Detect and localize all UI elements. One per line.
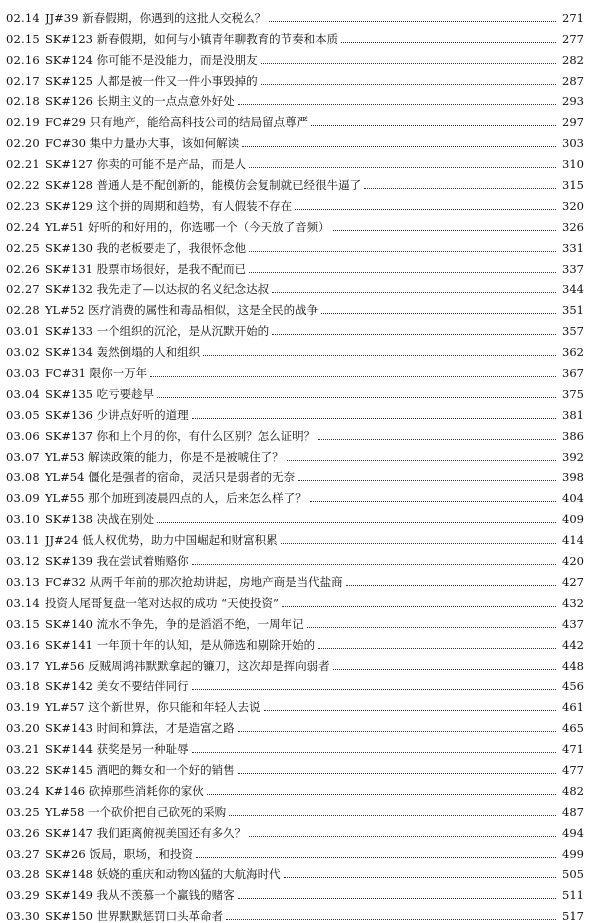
dot-leader	[192, 418, 556, 419]
dot-leader	[196, 857, 556, 858]
toc-entry[interactable]	[6, 171, 584, 192]
toc-entry[interactable]	[6, 652, 584, 673]
entry-title: SK#140 流水不争先，争的是滔滔不绝，一周年记	[44, 616, 304, 631]
toc-entry[interactable]	[6, 380, 584, 401]
entry-title: SK#148 妖娆的重庆和动物凶猛的大航海时代	[44, 867, 281, 882]
entry-date: 03.19	[6, 700, 40, 715]
entry-date: 03.29	[6, 888, 40, 903]
entry-date: 02.16	[6, 52, 40, 67]
entry-title: SK#125 人都是被一件又一件小事毁掉的	[44, 73, 258, 88]
entry-date: 03.21	[6, 742, 40, 757]
toc-entry[interactable]	[6, 25, 584, 46]
entry-page-number: 487	[562, 804, 584, 819]
entry-date: 03.11	[6, 533, 40, 548]
entry-date: 03.27	[6, 846, 40, 861]
entry-page-number: 344	[562, 282, 584, 297]
entry-page-number: 494	[562, 825, 584, 840]
dot-leader	[157, 397, 556, 398]
entry-page-number: 432	[562, 595, 584, 610]
dot-leader	[282, 606, 556, 607]
entry-title: SK#129 这个拼的周期和趋势，有人假装不存在	[44, 198, 293, 213]
toc-entry[interactable]	[6, 568, 584, 589]
toc-entry[interactable]	[6, 213, 584, 234]
entry-date: 03.16	[6, 637, 40, 652]
dot-leader	[341, 42, 556, 43]
entry-date: 03.15	[6, 616, 40, 631]
dot-leader	[333, 230, 556, 231]
dot-leader	[261, 84, 556, 85]
entry-title: YL#52 医疗消费的属性和毒品相似，这是全民的战争	[44, 303, 319, 318]
entry-date: 03.08	[6, 470, 40, 485]
entry-date: 03.06	[6, 428, 40, 443]
toc-entry[interactable]	[6, 234, 584, 255]
entry-date: 03.07	[6, 449, 40, 464]
entry-date: 03.09	[6, 491, 40, 506]
dot-leader	[261, 63, 556, 64]
entry-title: SK#144 获奖是另一种耻辱	[44, 742, 189, 757]
entry-date: 03.05	[6, 407, 40, 422]
dot-leader	[192, 752, 556, 753]
entry-title: SK#145 酒吧的舞女和一个好的销售	[44, 762, 235, 777]
entry-page-number: 331	[562, 240, 584, 255]
entry-date: 02.22	[6, 178, 40, 193]
entry-date: 02.25	[6, 240, 40, 255]
entry-title: SK#124 你可能不是没能力，而是没朋友	[44, 52, 258, 67]
entry-date: 02.26	[6, 261, 40, 276]
dot-leader	[249, 167, 556, 168]
entry-title: SK#139 我在尝试着贿赂你	[44, 554, 189, 569]
table-of-contents	[6, 4, 584, 923]
dot-leader	[229, 815, 556, 816]
entry-page-number: 427	[562, 574, 584, 589]
entry-date: 03.13	[6, 574, 40, 589]
dot-leader	[226, 919, 556, 920]
entry-page-number: 381	[562, 407, 584, 422]
dot-leader	[207, 794, 556, 795]
entry-page-number: 310	[562, 157, 584, 172]
toc-entry[interactable]	[6, 296, 584, 317]
entry-title: YL#55 那个加班到凌晨四点的人，后来怎么样了？	[44, 491, 307, 506]
entry-title: SK#127 你卖的可能不是产品，而是人	[44, 157, 247, 172]
toc-entry[interactable]	[6, 443, 584, 464]
entry-page-number: 414	[562, 533, 584, 548]
entry-title: SK#136 少讲点好听的道理	[44, 407, 189, 422]
entry-title: YL#51 好听的和好用的，你选哪一个（今天放了音频）	[44, 219, 330, 234]
entry-title: SK#128 普通人是不配创新的，能模仿会复制就已经很牛逼了	[44, 178, 362, 193]
entry-title: SK#123 新春假期，如何与小镇青年聊教育的节奏和本质	[44, 31, 339, 46]
toc-entry[interactable]	[6, 192, 584, 213]
entry-title: SK#147 我们距离俯视美国还有多久？	[44, 825, 247, 840]
entry-title: YL#56 反贼周鸿祎默默拿起的镰刀，这次却是挥向弱者	[44, 658, 330, 673]
dot-leader	[333, 669, 556, 670]
entry-title: JJ#24 低人权优势，助力中国崛起和财富积累	[44, 533, 278, 548]
dot-leader	[238, 104, 556, 105]
dot-leader	[307, 627, 556, 628]
entry-date: 02.17	[6, 73, 40, 88]
dot-leader	[321, 313, 556, 314]
toc-entry[interactable]	[6, 505, 584, 526]
dot-leader	[192, 564, 556, 565]
entry-title: FC#30 集中力量办大事，该如何解读	[44, 136, 240, 151]
entry-page-number: 297	[562, 115, 584, 130]
dot-leader	[249, 272, 556, 273]
entry-date: 02.15	[6, 31, 40, 46]
entry-page-number: 293	[562, 94, 584, 109]
entry-page-number: 442	[562, 637, 584, 652]
entry-page-number: 271	[562, 10, 584, 25]
entry-date: 03.17	[6, 658, 40, 673]
dot-leader	[238, 898, 556, 899]
entry-title: YL#53 解读政策的能力，你是不是被唬住了？	[44, 449, 284, 464]
entry-page-number: 482	[562, 783, 584, 798]
entry-date: 03.02	[6, 345, 40, 360]
entry-page-number: 517	[562, 909, 584, 923]
toc-entry[interactable]	[6, 317, 584, 338]
entry-title: SK#133 一个组织的沉沦，是从沉默开始的	[44, 324, 270, 339]
entry-title: SK#134 轰然倒塌的人和组织	[44, 345, 201, 360]
dot-leader	[269, 21, 556, 22]
dot-leader	[284, 877, 556, 878]
entry-date: 03.22	[6, 762, 40, 777]
entry-date: 03.26	[6, 825, 40, 840]
toc-entry[interactable]	[6, 46, 584, 67]
entry-title: FC#32 从两千年前的那次抢劫讲起，房地产商是当代盐商	[44, 574, 343, 589]
entry-title: SK#126 长期主义的一点点意外好处	[44, 94, 235, 109]
entry-page-number: 282	[562, 52, 584, 67]
toc-entry[interactable]	[6, 610, 584, 631]
entry-title: SK#141 一年顶十年的认知，是从筛选和剔除开始的	[44, 637, 316, 652]
entry-title: SK#132 我先走了—以达叔的名义纪念达叔	[44, 282, 270, 297]
entry-page-number: 315	[562, 178, 584, 193]
entry-page-number: 362	[562, 345, 584, 360]
toc-entry[interactable]	[6, 401, 584, 422]
dot-leader	[310, 501, 556, 502]
entry-date: 02.19	[6, 115, 40, 130]
entry-page-number: 404	[562, 491, 584, 506]
entry-page-number: 461	[562, 700, 584, 715]
entry-date: 03.24	[6, 783, 40, 798]
entry-page-number: 471	[562, 742, 584, 757]
entry-title: SK#26 饭局，职场，和投资	[44, 846, 193, 861]
toc-entry[interactable]	[6, 255, 584, 276]
toc-entry[interactable]	[6, 861, 584, 882]
entry-title: SK#135 吃亏要趁早	[44, 386, 155, 401]
dot-leader	[318, 648, 556, 649]
dot-leader	[287, 460, 556, 461]
entry-date: 03.10	[6, 512, 40, 527]
entry-page-number: 465	[562, 721, 584, 736]
entry-date: 03.30	[6, 909, 40, 923]
dot-leader	[364, 188, 556, 189]
entry-title: SK#142 美女不要结伴同行	[44, 679, 189, 694]
dot-leader	[157, 522, 556, 523]
entry-date: 03.03	[6, 366, 40, 381]
entry-date: 03.01	[6, 324, 40, 339]
toc-entry[interactable]	[6, 129, 584, 150]
entry-date: 03.20	[6, 721, 40, 736]
toc-entry[interactable]	[6, 798, 584, 819]
entry-title: SK#143 时间和算法，才是造富之路	[44, 721, 235, 736]
entry-date: 03.18	[6, 679, 40, 694]
toc-entry[interactable]	[6, 777, 584, 798]
entry-page-number: 409	[562, 512, 584, 527]
entry-title: SK#137 你和上个月的你，有什么区别？怎么证明？	[44, 428, 316, 443]
entry-title: SK#150 世界默默惩罚口头革命者	[44, 909, 224, 923]
toc-entry[interactable]	[6, 359, 584, 380]
toc-entry[interactable]	[6, 631, 584, 652]
entry-page-number: 326	[562, 219, 584, 234]
entry-title: SK#131 股票市场很好，是我不配而已	[44, 261, 247, 276]
dot-leader	[264, 710, 556, 711]
toc-entry[interactable]	[6, 526, 584, 547]
entry-date: 02.14	[6, 10, 40, 25]
entry-page-number: 437	[562, 616, 584, 631]
entry-date: 03.14	[6, 595, 40, 610]
entry-page-number: 505	[562, 867, 584, 882]
entry-date: 02.21	[6, 157, 40, 172]
entry-page-number: 392	[562, 449, 584, 464]
entry-page-number: 277	[562, 31, 584, 46]
toc-entry[interactable]	[6, 673, 584, 694]
toc-entry[interactable]	[6, 902, 584, 923]
entry-date: 02.18	[6, 94, 40, 109]
toc-entry[interactable]	[6, 338, 584, 359]
toc-entry[interactable]	[6, 881, 584, 902]
entry-date: 03.25	[6, 804, 40, 819]
entry-page-number: 303	[562, 136, 584, 151]
entry-page-number: 367	[562, 366, 584, 381]
toc-entry[interactable]	[6, 840, 584, 861]
entry-title: K#146 砍掉那些消耗你的家伙	[44, 783, 204, 798]
dot-leader	[272, 292, 556, 293]
dot-leader	[346, 585, 556, 586]
entry-date: 02.27	[6, 282, 40, 297]
dot-leader	[249, 251, 556, 252]
entry-page-number: 351	[562, 303, 584, 318]
entry-page-number: 386	[562, 428, 584, 443]
entry-page-number: 477	[562, 762, 584, 777]
entry-date: 02.20	[6, 136, 40, 151]
entry-date: 03.28	[6, 867, 40, 882]
toc-entry[interactable]	[6, 422, 584, 443]
entry-page-number: 420	[562, 554, 584, 569]
toc-entry[interactable]	[6, 484, 584, 505]
dot-leader	[238, 773, 556, 774]
entry-title: SK#130 我的老板要走了，我很怀念他	[44, 240, 247, 255]
dot-leader	[192, 689, 556, 690]
dot-leader	[281, 543, 556, 544]
entry-title: FC#29 只有地产，能给高科技公司的结局留点尊严	[44, 115, 309, 130]
entry-page-number: 456	[562, 679, 584, 694]
toc-entry[interactable]	[6, 276, 584, 297]
toc-entry[interactable]	[6, 819, 584, 840]
entry-page-number: 398	[562, 470, 584, 485]
entry-page-number: 375	[562, 386, 584, 401]
entry-page-number: 499	[562, 846, 584, 861]
toc-entry[interactable]	[6, 4, 584, 25]
toc-entry[interactable]	[6, 67, 584, 88]
dot-leader	[150, 376, 556, 377]
dot-leader	[242, 146, 556, 147]
toc-entry[interactable]	[6, 756, 584, 777]
entry-page-number: 287	[562, 73, 584, 88]
entry-page-number: 511	[562, 888, 584, 903]
dot-leader	[298, 480, 556, 481]
dot-leader	[295, 209, 556, 210]
dot-leader	[272, 334, 556, 335]
dot-leader	[311, 125, 556, 126]
toc-entry[interactable]	[6, 108, 584, 129]
toc-entry[interactable]	[6, 547, 584, 568]
entry-title: YL#58 一个砍价把自己砍死的采购	[44, 804, 227, 819]
entry-page-number: 357	[562, 324, 584, 339]
dot-leader	[203, 355, 556, 356]
toc-entry[interactable]	[6, 693, 584, 714]
dot-leader	[249, 836, 556, 837]
entry-title: SK#149 我从不羡慕一个赢钱的赌客	[44, 888, 235, 903]
entry-page-number: 448	[562, 658, 584, 673]
entry-title: SK#138 决战在别处	[44, 512, 155, 527]
toc-entry[interactable]	[6, 714, 584, 735]
entry-title: JJ#39 新春假期，你遇到的这批人交税么？	[44, 10, 267, 25]
toc-entry[interactable]	[6, 150, 584, 171]
entry-date: 02.23	[6, 198, 40, 213]
entry-title: FC#31 限你一万年	[44, 366, 148, 381]
dot-leader	[318, 439, 556, 440]
toc-entry[interactable]	[6, 589, 584, 610]
entry-title: YL#54 僵化是强者的宿命，灵活只是弱者的无奈	[44, 470, 296, 485]
entry-date: 03.12	[6, 554, 40, 569]
entry-page-number: 320	[562, 198, 584, 213]
toc-entry[interactable]	[6, 464, 584, 485]
entry-title: 投资人尾哥复盘一笔对达叔的成功 “天使投资”	[44, 595, 279, 610]
entry-page-number: 337	[562, 261, 584, 276]
entry-date: 02.24	[6, 219, 40, 234]
entry-date: 02.28	[6, 303, 40, 318]
toc-entry[interactable]	[6, 88, 584, 109]
toc-entry[interactable]	[6, 735, 584, 756]
entry-date: 03.04	[6, 386, 40, 401]
entry-title: YL#57 这个新世界，你只能和年轻人去说	[44, 700, 261, 715]
dot-leader	[238, 731, 556, 732]
